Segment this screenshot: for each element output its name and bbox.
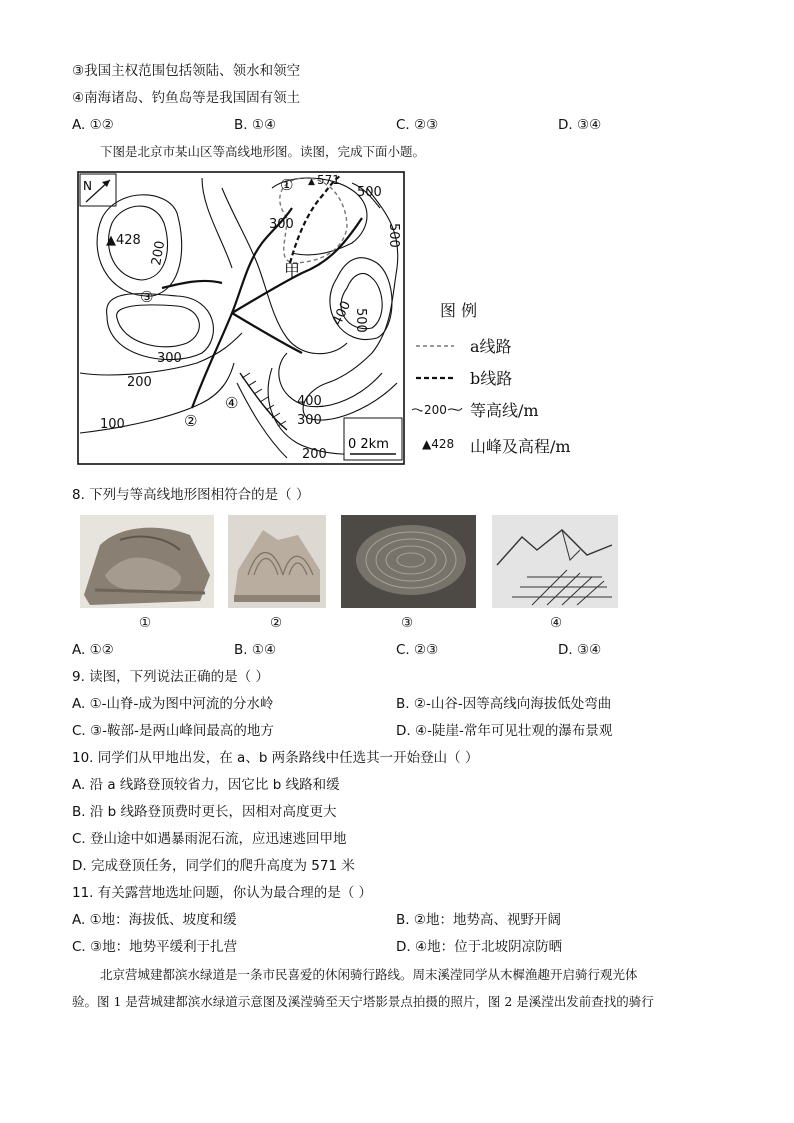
contour-label-500-right: 500: [386, 223, 401, 248]
legend-title: 图 例: [440, 301, 478, 320]
place-jia: 甲: [284, 261, 301, 280]
q8-choice-d[interactable]: D. ③④: [558, 642, 602, 658]
contour-label-400-right: 400: [330, 298, 355, 328]
passage-line-1: 北京营城建都滨水绿道是一条市民喜爱的休闲骑行路线。周末溪滢同学从木樨渔趣开启骑行观光体: [100, 967, 638, 982]
terrain-model-photo-1: [80, 515, 214, 608]
map-intro: 下图是北京市某山区等高线地形图。读图，完成下面小题。: [100, 144, 426, 159]
photo-label-4: ④: [550, 615, 563, 631]
scale-label: 0 2km: [348, 437, 389, 452]
q10-choice-a[interactable]: A. 沿 a 线路登顶较省力，因它比 b 线路和缓: [72, 777, 340, 793]
q8-stem: 8. 下列与等高线地形图相符合的是（ ）: [72, 487, 310, 503]
contour-label-400-bottom: 400: [297, 394, 322, 409]
q10-stem: 10. 同学们从甲地出发，在 a、b 两条路线中任选其一开始登山（ ）: [72, 750, 479, 766]
marker-3: ③: [140, 288, 154, 306]
q9-choice-c[interactable]: C. ③-鞍部-是两山峰间最高的地方: [72, 723, 274, 739]
q8-choice-b[interactable]: B. ①④: [234, 642, 277, 658]
option-text-4: ④南海诸岛、钓鱼岛等是我国固有领土: [72, 90, 301, 106]
photo-label-2: ②: [270, 615, 283, 631]
q11-choice-c[interactable]: C. ③地：地势平缓利于扎营: [72, 939, 238, 955]
q11-choice-b[interactable]: B. ②地：地势高、视野开阔: [396, 912, 561, 928]
q11-stem: 11. 有关露营地选址问题，你认为最合理的是（ ）: [72, 885, 373, 901]
q10-choice-d[interactable]: D. 完成登顶任务，同学们的爬升高度为 571 米: [72, 858, 355, 874]
q9-stem: 9. 读图，下列说法正确的是（ ）: [72, 669, 269, 685]
marker-4: ④: [225, 394, 239, 412]
q9-choice-d[interactable]: D. ④-陡崖-常年可见壮观的瀑布景观: [396, 723, 613, 739]
q8-choice-a[interactable]: A. ①②: [72, 642, 114, 658]
q8-choice-c[interactable]: C. ②③: [396, 642, 439, 658]
contour-label-300-top: 300: [269, 217, 294, 232]
contour-label-300-bottom: 300: [297, 413, 322, 428]
contour-label-500-top: 500: [357, 185, 382, 200]
marker-2: ②: [184, 412, 198, 430]
option-text-3: ③我国主权范围包括领陆、领水和领空: [72, 63, 301, 79]
contour-label-200-bottom: 200: [302, 447, 327, 462]
q11-choice-a[interactable]: A. ①地：海拔低、坡度和缓: [72, 912, 237, 928]
legend-contour-label: 等高线/m: [470, 401, 539, 420]
q11-choice-d[interactable]: D. ④地：位于北坡阴凉防晒: [396, 939, 563, 955]
peak-top-label: 571: [317, 173, 340, 187]
contour-label-100: 100: [100, 417, 125, 432]
terrain-model-photo-2: [228, 515, 326, 608]
contour-map: [72, 168, 622, 468]
terrain-sketch-photo-4: [492, 515, 618, 608]
q7-choice-b[interactable]: B. ①④: [234, 117, 277, 133]
marker-1: ①: [280, 176, 294, 194]
legend-peak-label: 山峰及高程/m: [470, 437, 571, 456]
photo-label-1: ①: [139, 615, 152, 631]
north-label: N: [83, 179, 92, 193]
legend-b-label: b线路: [470, 369, 513, 388]
q9-choice-b[interactable]: B. ②-山谷-因等高线向海拔低处弯曲: [396, 696, 612, 712]
q7-choice-a[interactable]: A. ①②: [72, 117, 114, 133]
terrain-model-photo-3: [341, 515, 476, 608]
q7-choice-d[interactable]: D. ③④: [558, 117, 602, 133]
passage-line-2: 验。图 1 是营城建都滨水绿道示意图及溪滢骑至天宁塔影景点拍摄的照片，图 2 是溪滢出发前查找的骑行: [72, 994, 654, 1009]
q10-choice-c[interactable]: C. 登山途中如遇暴雨泥石流，应迅速逃回甲地: [72, 831, 347, 847]
legend-peak-sample: ▲428: [422, 437, 455, 451]
peak-top-icon: ▲: [308, 177, 315, 187]
q7-choice-c[interactable]: C. ②③: [396, 117, 439, 133]
legend-contour-sample: 200: [424, 403, 447, 417]
peak-left-label: ▲428: [106, 233, 141, 248]
q10-choice-b[interactable]: B. 沿 b 线路登顶费时更长，因相对高度更大: [72, 804, 337, 820]
q9-choice-a[interactable]: A. ①-山脊-成为图中河流的分水岭: [72, 696, 274, 712]
contour-label-300-left: 300: [157, 351, 182, 366]
legend-a-label: a线路: [470, 337, 512, 356]
contour-label-200-left: 200: [127, 375, 152, 390]
contour-label-500-mid: 500: [353, 308, 368, 333]
photo-label-3: ③: [401, 615, 414, 631]
contour-label-300-peak: 200: [149, 239, 169, 267]
